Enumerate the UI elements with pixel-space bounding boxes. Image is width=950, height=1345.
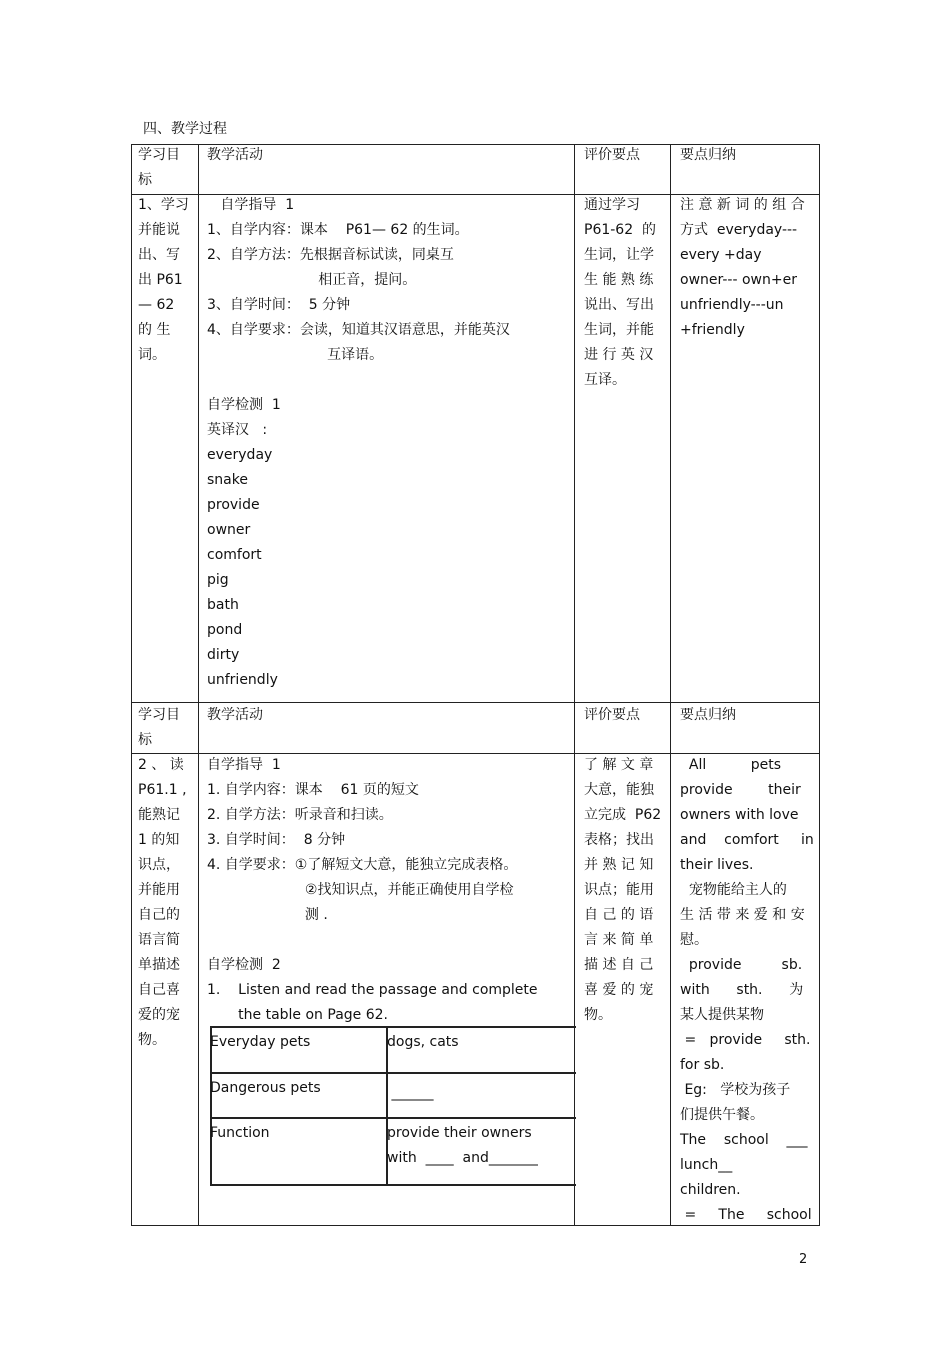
row1-evaluation: 通过学习 P61-62 的 生词，让学 生 能 熟 练 说出、写出 生词，并能 进 行 英 汉 互译。 [584,197,657,388]
row2-goal: 2 、 读 P61.1 , 能熟记 1 的知 识点， 并能用 自己的 语言简 单描述 自己喜 爱的宠 物。 [138,757,187,1048]
pets-table [210,1026,576,1186]
table-border-right [819,144,820,1226]
table-border-left [131,144,132,1226]
header-activity-2: 教学活动 [207,707,263,723]
header-goal-2: 学习目 标 [138,707,180,748]
header-evaluation-2: 评价要点 [584,707,640,723]
row2-activity: 自学指导 1 1. 自学内容：课本 61 页的短文 2. 自学方法：听录音和扫读。 3. 自学时间： 8 分钟 4. 自学要求：①了解短文大意，能独立完成表格。 ②找知识点，并能正确使用自学检 测 . 自学检测 2 1. Listen and read the passage and complete the table on Page 62. [207,757,538,1023]
table-row-label: Everyday pets [210,1034,311,1050]
page-number: 2 [799,1252,808,1267]
table-divider [670,144,671,1226]
row1-summary: 注 意 新 词 的 组 合 方式 everyday--- every +day owner--- own+er unfriendly---un +friendly [680,197,805,338]
row1-activity: 自学指导 1 1、自学内容：课本 P61— 62 的生词。 2、自学方法：先根据音标试读，同桌互 相正音，提问。 3、自学时间： 5 分钟 4、自学要求：会读，知道其汉语意思，并能英汉 互译语。 自学检测 1 英译汉 : everyday snake provide owner comfort pig bath pond dirty unfriendly [207,197,510,688]
inner-border-top [210,1026,576,1028]
row2-summary: All pets provide their owners with love and comfort in their lives. 宠物能给主人的 生 活 带 来 爱 和 安 慰。 provide sb. with sth. 为 某人提供某物 = provide sth. for sb. Eg: 学校为孩子 们提供午餐。 The school ___ lunch__ children. = The school [680,757,814,1223]
header-evaluation: 评价要点 [584,147,640,163]
inner-divider [210,1117,576,1119]
table-row-value: ______ [387,1085,434,1101]
row1-goal: 1、学习 并能说 出、写 出 P61 — 62 的 生 词。 [138,197,189,363]
table-row-value: provide their owners with ____ and_______ [387,1125,538,1166]
row2-evaluation: 了 解 文 章 大意，能独 立完成 P62 表格；找出 并 熟 记 知 识点；能用 自 己 的 语 言 来 简 单 描 述 自 己 喜 爱 的 宠 物。 [584,757,662,1023]
inner-divider [210,1072,576,1074]
header-goal: 学习目 标 [138,147,180,188]
table-row-label: Function [210,1125,270,1141]
table-row-label: Dangerous pets [210,1080,321,1096]
header-activity: 教学活动 [207,147,263,163]
header-summary: 要点归纳 [680,147,736,163]
header-summary-2: 要点归纳 [680,707,736,723]
table-row-value: dogs, cats [387,1034,459,1050]
section-title: 四、教学过程 [143,121,227,137]
inner-border-bottom [210,1184,576,1186]
table-divider [198,144,199,1226]
